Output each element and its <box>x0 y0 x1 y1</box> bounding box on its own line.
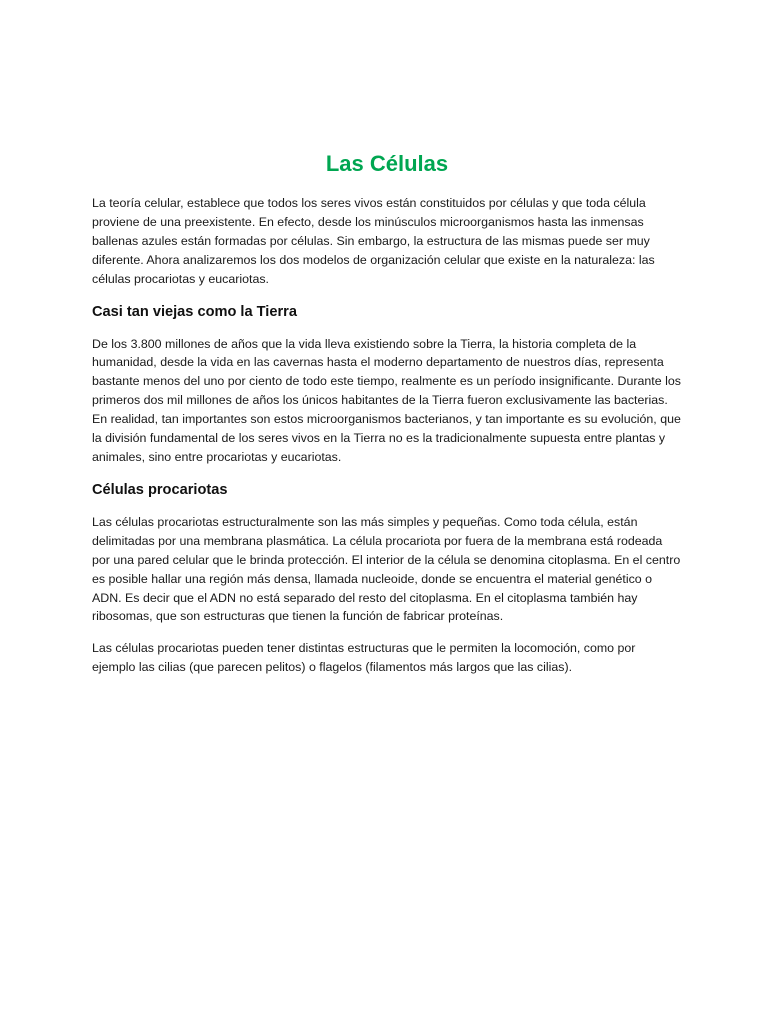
document-page <box>92 150 682 690</box>
section-paragraph: De los 3.800 millones de años que la vida lleva existiendo sobre la Tierra, la historia completa de la humanidad, desde la vida en las cavernas hasta el moderno departamento de nuestros días, representa bastante menos del uno por ciento de todo este tiempo, realmente es un período insignificante. Durante los primeros dos mil millones de años los únicos habitantes de la Tierra fueron exclusivamente las bacterias. En realidad, tan importantes son estos microorganismos bacterianos, y tan importante es su evolución, que la división fundamental de los seres vivos en la Tierra no es la tradicionalmente supuesta entre plantas y animales, sino entre procariotas y eucariotas. <box>92 336 681 464</box>
section-heading: Células procariotas <box>92 481 228 498</box>
section-heading: Casi tan viejas como la Tierra <box>92 303 297 320</box>
intro-paragraph: La teoría celular, establece que todos los seres vivos están constituidos por células y que toda célula proviene de una preexistente. En efecto, desde los minúsculos microorganismos hasta las inmensas ballenas azules están formadas por células. Sin embargo, la estructura de las mismas puede ser muy diferente. Ahora analizaremos los dos modelos de organización celular que existe en la naturaleza: las células procariotas y eucariotas. <box>92 196 655 286</box>
section-paragraph: Las células procariotas estructuralmente son las más simples y pequeñas. Como toda célula, están delimitadas por una membrana plasmática. La célula procariota por fuera de la membrana está rodeada por una pared celular que le brinda protección. El interior de la célula se denomina citoplasma. En el centro es posible hallar una región más densa, llamada nucleoide, donde se encuentra el material genético o ADN. Es decir que el ADN no está separado del resto del citoplasma. En el citoplasma también hay ribosomas, que son estructuras que tienen la función de fabricar proteínas. <box>92 514 681 624</box>
document-title: Las Células <box>325 151 449 176</box>
section-paragraph: Las células procariotas pueden tener distintas estructuras que le permiten la locomoción, como por ejemplo las cilias (que parecen pelitos) o flagelos (filamentos más largos que las cilias). <box>92 641 636 675</box>
section-casi-tan-viejas <box>92 302 682 467</box>
section-celulas-procariotas <box>92 480 682 677</box>
